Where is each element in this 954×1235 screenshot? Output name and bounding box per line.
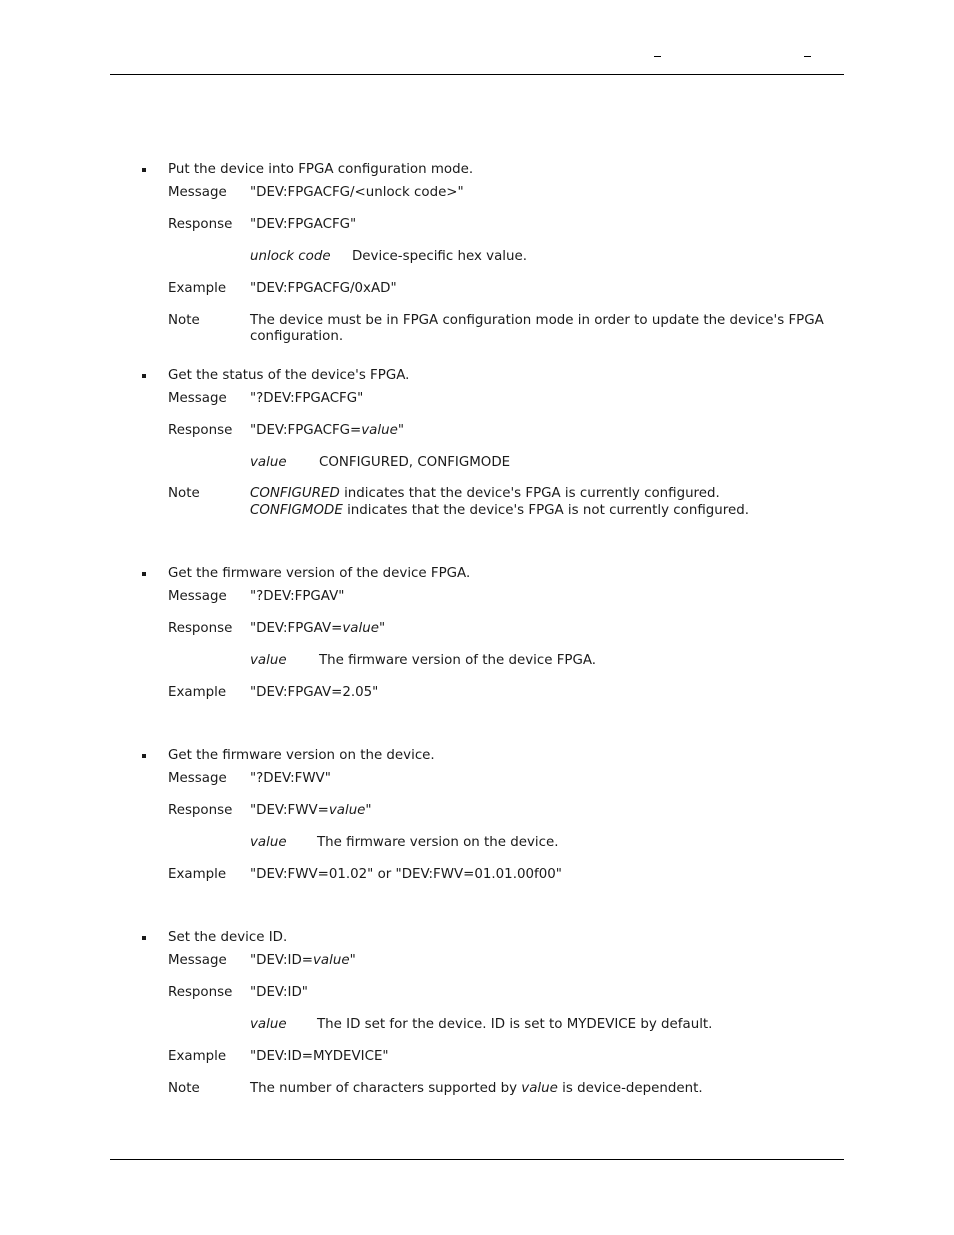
response-suffix: ": [378, 621, 386, 636]
response-suffix: ": [365, 803, 372, 818]
response-label: Response: [168, 423, 233, 438]
param-name: [250, 835, 287, 851]
response-label: Response: [168, 803, 233, 818]
param-name: [250, 653, 287, 669]
bullet: [142, 168, 146, 172]
note-label: Note: [168, 1081, 200, 1096]
example-value: "DEV:FPGAV=2.05": [250, 685, 379, 700]
param-name-text: unlock code: [250, 249, 331, 264]
example-value: "DEV:ID=MYDEVICE": [250, 1049, 389, 1064]
param-description: The firmware version of the device FPGA.: [319, 653, 597, 668]
response-value: "DEV:FPGACFG": [250, 217, 357, 232]
response-value: [250, 423, 404, 439]
response-label: Response: [168, 217, 233, 232]
param-description: Device-specific hex value.: [352, 249, 527, 264]
note-label: Note: [168, 313, 200, 328]
note-text: indicates that the device's FPGA is currently configured.: [339, 486, 720, 501]
response-value: "DEV:ID": [250, 985, 308, 1000]
param-description: The firmware version on the device.: [317, 835, 559, 850]
param-name-text: value: [250, 835, 287, 850]
param-name: [250, 1017, 287, 1033]
note-term: CONFIGURED: [250, 486, 340, 501]
message-value: "?DEV:FWV": [250, 771, 331, 786]
response-value: [250, 621, 385, 637]
bullet: [142, 936, 146, 940]
command-summary: Get the status of the device's FPGA.: [168, 368, 410, 383]
note-param: value: [521, 1081, 558, 1096]
note-line-2: [250, 503, 749, 519]
example-label: Example: [168, 867, 227, 882]
message-label: Message: [168, 391, 227, 406]
note-line-1: [250, 486, 720, 502]
command-summary: Get the firmware version on the device.: [168, 748, 435, 763]
note-label: Note: [168, 486, 200, 501]
message-prefix: "DEV:ID=: [250, 953, 313, 968]
message-label: Message: [168, 589, 227, 604]
message-suffix: ": [349, 953, 356, 968]
note-text: The device must be in FPGA configuration mode in order to update the device's FPGA configuration.: [250, 313, 824, 344]
response-prefix: "DEV:FPGACFG=: [250, 423, 362, 438]
message-label: Message: [168, 185, 227, 200]
header-mark-right: [804, 56, 811, 57]
message-label: Message: [168, 771, 227, 786]
footer-rule: [110, 1159, 844, 1160]
response-label: Response: [168, 985, 233, 1000]
param-name-text: value: [250, 1017, 287, 1032]
example-label: Example: [168, 1049, 227, 1064]
param-name-text: value: [250, 455, 287, 470]
command-summary: Put the device into FPGA configuration mode.: [168, 162, 474, 177]
example-value: "DEV:FWV=01.02" or "DEV:FWV=01.01.00f00": [250, 867, 562, 882]
message-label: Message: [168, 953, 227, 968]
command-summary: Get the firmware version of the device FPGA.: [168, 566, 471, 581]
note-text: indicates that the device's FPGA is not currently configured.: [342, 503, 749, 518]
response-value: [250, 803, 372, 819]
response-param: value: [328, 803, 366, 818]
response-prefix: "DEV:FPGAV=: [250, 621, 343, 636]
message-value: [250, 953, 356, 969]
note-text: [250, 1081, 703, 1097]
example-value: "DEV:FPGACFG/0xAD": [250, 281, 397, 296]
response-param: value: [361, 423, 398, 438]
bullet: [142, 754, 146, 758]
header-rule: [110, 74, 844, 75]
message-value: "?DEV:FPGACFG": [250, 391, 364, 406]
message-param: value: [313, 953, 350, 968]
note-prefix: The number of characters supported by: [250, 1081, 522, 1096]
header-mark-left: [654, 56, 661, 57]
param-description: The ID set for the device. ID is set to MYDEVICE by default.: [317, 1017, 713, 1032]
response-label: Response: [168, 621, 233, 636]
response-suffix: ": [397, 423, 404, 438]
command-summary: Set the device ID.: [168, 930, 288, 945]
param-name: [250, 455, 287, 471]
param-name: [250, 249, 331, 265]
bullet: [142, 374, 146, 378]
message-value: "?DEV:FPGAV": [250, 589, 345, 604]
param-name-text: value: [250, 653, 287, 668]
example-label: Example: [168, 281, 227, 296]
note-term: CONFIGMODE: [250, 503, 343, 518]
param-description: CONFIGURED, CONFIGMODE: [319, 455, 511, 470]
message-value: "DEV:FPGACFG/<unlock code>": [250, 185, 464, 200]
note-suffix: is device-dependent.: [557, 1081, 703, 1096]
response-param: value: [342, 621, 379, 636]
response-prefix: "DEV:FWV=: [250, 803, 329, 818]
bullet: [142, 572, 146, 576]
example-label: Example: [168, 685, 227, 700]
